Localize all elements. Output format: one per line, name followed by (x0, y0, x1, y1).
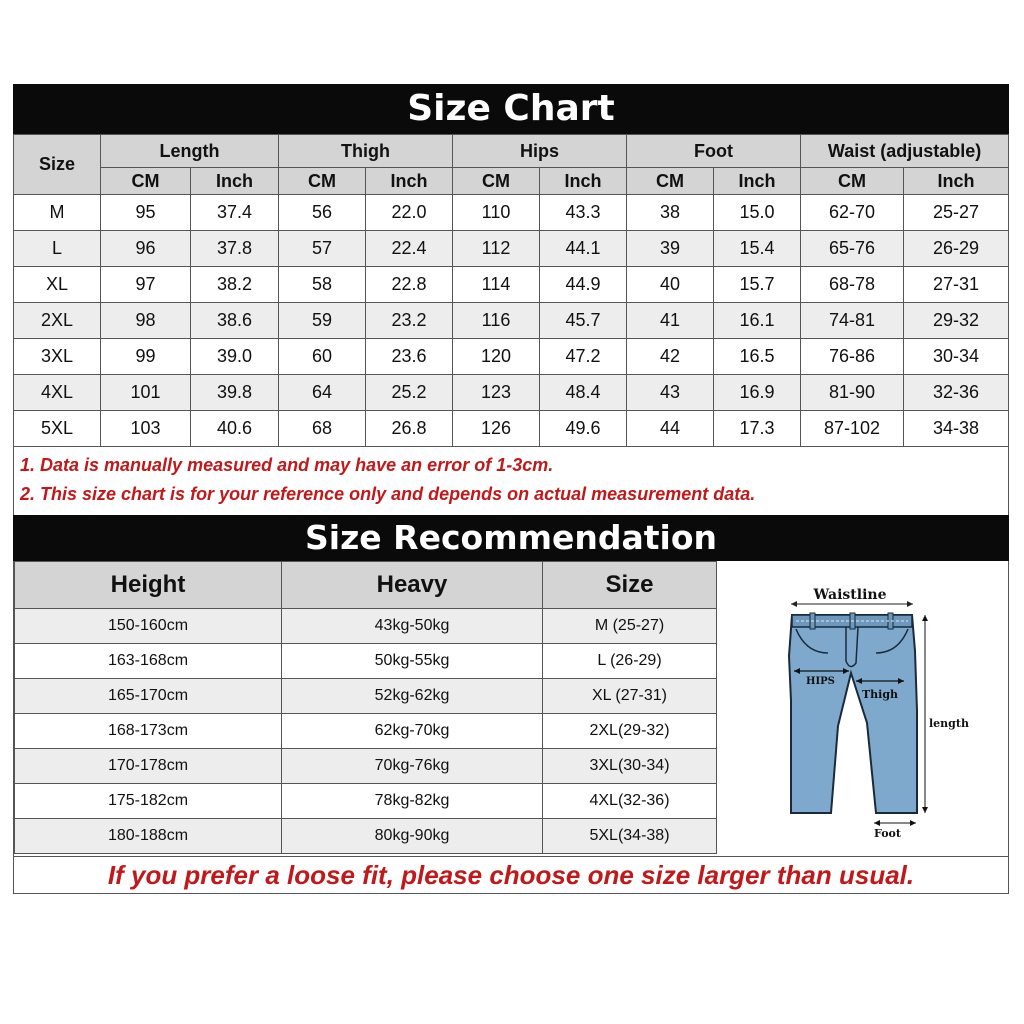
table-cell: 22.4 (366, 231, 453, 267)
arrowhead-icon (910, 820, 916, 826)
table-cell: 87-102 (801, 411, 904, 447)
table-cell: 76-86 (801, 339, 904, 375)
thigh-label: Thigh (862, 688, 899, 701)
table-row (14, 231, 1009, 267)
table-cell: 4XL(32-36) (543, 784, 717, 819)
table-cell: 150-160cm (15, 609, 282, 644)
table-row (15, 679, 717, 714)
unit-inch-header: Inch (540, 168, 627, 195)
table-cell: 3XL(30-34) (543, 749, 717, 784)
table-cell: 170-178cm (15, 749, 282, 784)
table-cell: 123 (453, 375, 540, 411)
table-cell: 44.1 (540, 231, 627, 267)
table-cell: 39 (627, 231, 714, 267)
table-cell: 26.8 (366, 411, 453, 447)
table-cell: 40.6 (191, 411, 279, 447)
table-row (14, 267, 1009, 303)
table-cell: 5XL (14, 411, 101, 447)
table-cell: 95 (101, 195, 191, 231)
size-chart-table (13, 134, 1009, 447)
table-cell: 15.0 (714, 195, 801, 231)
table-cell: 126 (453, 411, 540, 447)
table-cell: XL (14, 267, 101, 303)
table-cell: 29-32 (904, 303, 1009, 339)
table-cell: 48.4 (540, 375, 627, 411)
table-cell: 2XL (14, 303, 101, 339)
table-cell: 98 (101, 303, 191, 339)
table-cell: 114 (453, 267, 540, 303)
unit-inch-header: Inch (191, 168, 279, 195)
unit-cm-header: CM (279, 168, 366, 195)
size-chart-body (14, 195, 1009, 447)
size-column-header: Size (14, 135, 101, 195)
heavy-header: Heavy (282, 562, 543, 609)
fit-advice: If you prefer a loose fit, please choose one size larger than usual. (13, 856, 1009, 894)
table-row (15, 714, 717, 749)
table-cell: L (14, 231, 101, 267)
table-cell: 5XL(34-38) (543, 819, 717, 854)
table-cell: 2XL(29-32) (543, 714, 717, 749)
table-cell: 62-70 (801, 195, 904, 231)
table-cell: 32-36 (904, 375, 1009, 411)
table-cell: 40 (627, 267, 714, 303)
table-cell: 47.2 (540, 339, 627, 375)
table-cell: 168-173cm (15, 714, 282, 749)
height-header: Height (15, 562, 282, 609)
table-cell: 43kg-50kg (282, 609, 543, 644)
table-cell: 45.7 (540, 303, 627, 339)
table-cell: XL (27-31) (543, 679, 717, 714)
table-cell: 68-78 (801, 267, 904, 303)
table-cell: 16.5 (714, 339, 801, 375)
table-cell: 37.8 (191, 231, 279, 267)
table-cell: 110 (453, 195, 540, 231)
arrowhead-icon (791, 601, 797, 607)
table-cell: 68 (279, 411, 366, 447)
table-cell: 81-90 (801, 375, 904, 411)
table-cell: 38.6 (191, 303, 279, 339)
table-cell: 39.8 (191, 375, 279, 411)
hips-group-header: Hips (453, 135, 627, 168)
table-cell: 38.2 (191, 267, 279, 303)
table-cell: 4XL (14, 375, 101, 411)
thigh-group-header: Thigh (279, 135, 453, 168)
unit-cm-header: CM (101, 168, 191, 195)
table-cell: 165-170cm (15, 679, 282, 714)
table-row (15, 644, 717, 679)
table-cell: 23.2 (366, 303, 453, 339)
unit-cm-header: CM (627, 168, 714, 195)
table-cell: L (26-29) (543, 644, 717, 679)
table-row (15, 749, 717, 784)
foot-label: Foot (874, 827, 901, 840)
unit-inch-header: Inch (904, 168, 1009, 195)
table-cell: 101 (101, 375, 191, 411)
table-cell: 26-29 (904, 231, 1009, 267)
table-cell: 120 (453, 339, 540, 375)
table-cell: 34-38 (904, 411, 1009, 447)
table-cell: 38 (627, 195, 714, 231)
table-cell: 16.1 (714, 303, 801, 339)
size-chart-title: Size Chart (13, 84, 1009, 134)
size-sheet (13, 84, 1009, 894)
table-cell: 39.0 (191, 339, 279, 375)
table-cell: 58 (279, 267, 366, 303)
table-cell: 62kg-70kg (282, 714, 543, 749)
unit-inch-header: Inch (366, 168, 453, 195)
size-header: Size (543, 562, 717, 609)
note-line: 1. Data is manually measured and may have an error of 1-3cm. (20, 455, 554, 475)
table-cell: 25.2 (366, 375, 453, 411)
unit-cm-header: CM (801, 168, 904, 195)
table-cell: 3XL (14, 339, 101, 375)
table-cell: 65-76 (801, 231, 904, 267)
table-cell: 96 (101, 231, 191, 267)
table-cell: M (14, 195, 101, 231)
waistline-label: Waistline (813, 587, 887, 603)
table-cell: 37.4 (191, 195, 279, 231)
pants-measurement-diagram (716, 561, 1009, 854)
table-row (15, 609, 717, 644)
table-row (14, 339, 1009, 375)
table-cell: 22.0 (366, 195, 453, 231)
table-cell: 175-182cm (15, 784, 282, 819)
hips-label: HIPS (806, 676, 835, 687)
table-row (14, 303, 1009, 339)
table-row (14, 195, 1009, 231)
length-group-header: Length (101, 135, 279, 168)
table-cell: 15.7 (714, 267, 801, 303)
table-cell: 70kg-76kg (282, 749, 543, 784)
table-cell: 30-34 (904, 339, 1009, 375)
table-cell: 17.3 (714, 411, 801, 447)
table-cell: 99 (101, 339, 191, 375)
table-cell: 112 (453, 231, 540, 267)
arrowhead-icon (922, 807, 928, 813)
arrowhead-icon (922, 615, 928, 621)
note-line: 2. This size chart is for your reference only and depends on actual measurement data. (20, 484, 756, 504)
table-cell: 44 (627, 411, 714, 447)
recommendation-title: Size Recommendation (13, 515, 1009, 561)
table-cell: 16.9 (714, 375, 801, 411)
table-cell: 74-81 (801, 303, 904, 339)
table-cell: 56 (279, 195, 366, 231)
table-cell: 59 (279, 303, 366, 339)
table-cell: 80kg-90kg (282, 819, 543, 854)
table-cell: 43.3 (540, 195, 627, 231)
table-cell: 25-27 (904, 195, 1009, 231)
foot-group-header: Foot (627, 135, 801, 168)
table-cell: 15.4 (714, 231, 801, 267)
table-cell: 64 (279, 375, 366, 411)
table-cell: 42 (627, 339, 714, 375)
arrowhead-icon (907, 601, 913, 607)
waist-group-header: Waist (adjustable) (801, 135, 1009, 168)
unit-inch-header: Inch (714, 168, 801, 195)
table-row (14, 411, 1009, 447)
table-cell: 78kg-82kg (282, 784, 543, 819)
table-cell: 103 (101, 411, 191, 447)
table-cell: 27-31 (904, 267, 1009, 303)
table-cell: 50kg-55kg (282, 644, 543, 679)
table-row (15, 784, 717, 819)
table-cell: 116 (453, 303, 540, 339)
table-cell: 49.6 (540, 411, 627, 447)
recommendation-table (14, 561, 717, 854)
table-cell: M (25-27) (543, 609, 717, 644)
arrowhead-icon (874, 820, 880, 826)
length-label: length (929, 717, 969, 730)
unit-cm-header: CM (453, 168, 540, 195)
table-cell: 57 (279, 231, 366, 267)
table-cell: 163-168cm (15, 644, 282, 679)
table-cell: 180-188cm (15, 819, 282, 854)
recommendation-section (13, 561, 1009, 856)
table-row (15, 819, 717, 854)
table-row (14, 375, 1009, 411)
table-cell: 52kg-62kg (282, 679, 543, 714)
table-cell: 60 (279, 339, 366, 375)
table-cell: 22.8 (366, 267, 453, 303)
table-cell: 97 (101, 267, 191, 303)
table-cell: 41 (627, 303, 714, 339)
table-cell: 44.9 (540, 267, 627, 303)
table-cell: 23.6 (366, 339, 453, 375)
measurement-notes (13, 447, 1009, 515)
table-cell: 43 (627, 375, 714, 411)
